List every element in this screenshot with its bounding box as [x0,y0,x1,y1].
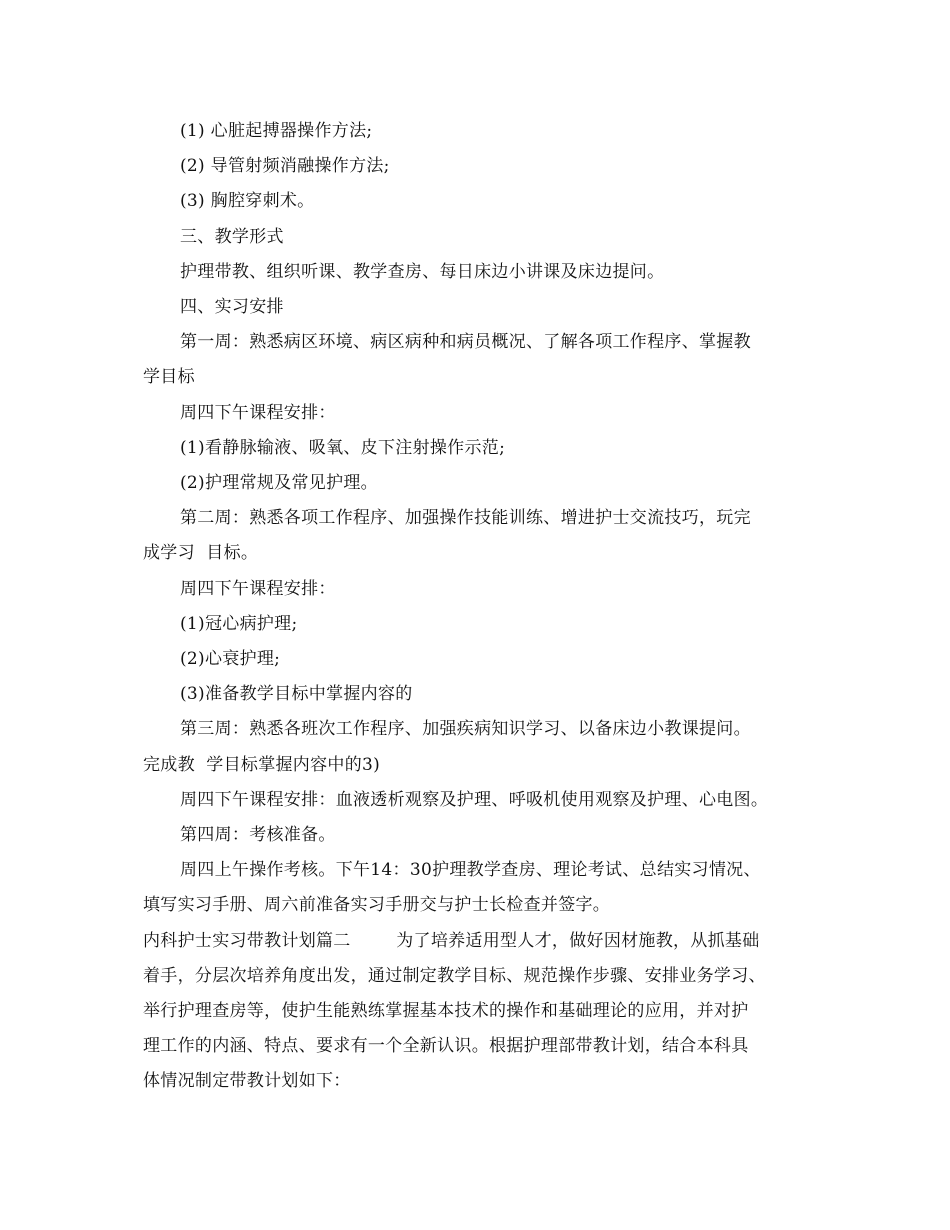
week2-line2: 成学习 目标。 [143,543,259,563]
section-heading-teaching-form: 三、教学形式 [180,227,284,247]
exam-line2: 填写实习手册、周六前准备实习手册交与护士长检查并签字。 [143,895,611,915]
week1-schedule-heading: 周四下午课程安排： [180,403,336,423]
week3-schedule: 周四下午课程安排：血液透析观察及护理、呼吸机使用观察及护理、心电图。 [180,790,769,810]
week1-line2: 学目标 [143,367,195,387]
part2-line3: 举行护理查房等，使护生能熟练掌握基本技术的操作和基础理论的应用，并对护 [143,1001,749,1021]
week2-schedule-item-3: (3)准备教学目标中掌握内容的 [180,684,413,704]
list-item-thoracentesis: (3) 胸腔穿刺术。 [180,191,315,211]
week1-line1: 第一周：熟悉病区环境、病区病种和病员概况、了解各项工作程序、掌握教 [180,332,751,352]
week1-schedule-item-1: (1)看静脉输液、吸氧、皮下注射操作示范; [180,438,506,458]
week3-line2: 完成教 学目标掌握内容中的3) [143,755,381,775]
part2-line5: 体情况制定带教计划如下： [143,1071,351,1091]
part2-line1: 内科护士实习带教计划篇二 为了培养适用型人才，做好因材施教，从抓基础 [143,931,760,951]
week2-line1: 第二周：熟悉各项工作程序、加强操作技能训练、增进护士交流技巧，玩完 [180,508,751,528]
paragraph-teaching-form: 护理带教、组织听课、教学查房、每日床边小讲课及床边提问。 [180,262,665,282]
section-heading-internship: 四、实习安排 [180,297,284,317]
list-item-ablation: (2) 导管射频消融操作方法; [180,156,390,176]
week4-line: 第四周：考核准备。 [180,825,336,845]
week3-line1: 第三周：熟悉各班次工作程序、加强疾病知识学习、以备床边小教课提问。 [180,719,751,739]
part2-line4: 理工作的内涵、特点、要求有一个全新认识。根据护理部带教计划，结合本科具 [143,1036,749,1056]
week1-schedule-item-2: (2)护理常规及常见护理。 [180,473,378,493]
list-item-pacemaker: (1) 心脏起搏器操作方法; [180,121,373,141]
part2-line2: 着手，分层次培养角度出发，通过制定教学目标、规范操作步骤、安排业务学习、 [143,966,766,986]
week2-schedule-item-2: (2)心衰护理; [180,649,281,669]
week2-schedule-item-1: (1)冠心病护理; [180,614,298,634]
week2-schedule-heading: 周四下午课程安排： [180,579,336,599]
exam-line1: 周四上午操作考核。下午14：30护理教学查房、理论考试、总结实习情况、 [180,860,761,880]
